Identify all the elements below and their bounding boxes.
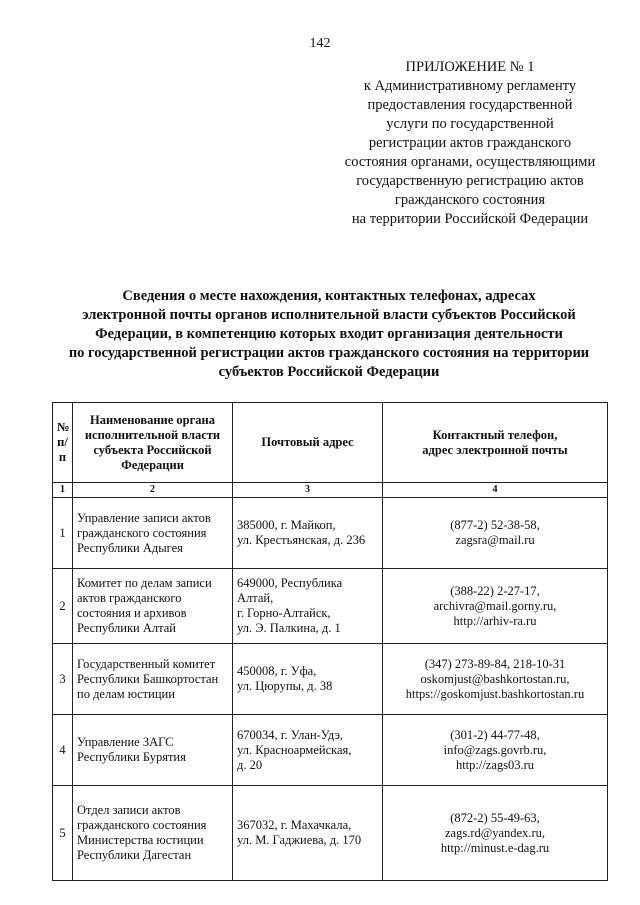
table-row <box>53 715 608 786</box>
table-row <box>53 498 608 569</box>
header-address: Почтовый адрес <box>233 403 383 483</box>
appendix-line: гражданского состояния <box>394 192 546 208</box>
contact-info: (347) 273-89-84, 218-10-31 oskomjust@bashkortostan.ru, https://goskomjust.bashkortostan.ru <box>383 644 608 715</box>
column-index: 2 <box>73 483 233 498</box>
appendix-line: государственную регистрацию актов <box>356 173 584 189</box>
postal-address: 367032, г. Махачкала, ул. М. Гаджиева, д. 170 <box>233 786 383 881</box>
heading-line: электронной почты органов исполнительной власти субъектов Российской <box>82 307 576 323</box>
document-heading <box>40 287 618 382</box>
row-number: 2 <box>53 569 73 644</box>
row-number: 1 <box>53 498 73 569</box>
header-name: Наименование органа исполнительной власти субъекта Российской Федерации <box>73 403 233 483</box>
registry-table <box>52 402 608 881</box>
heading-line: Федерации, в компетенцию которых входит организация деятельности <box>95 326 563 342</box>
agency-name: Управление записи актов гражданского состояния Республики Адыгея <box>73 498 233 569</box>
appendix-title: ПРИЛОЖЕНИЕ № 1 <box>405 59 535 75</box>
appendix-line: на территории Российской Федерации <box>351 211 589 227</box>
column-index-row <box>53 483 608 498</box>
table-row <box>53 644 608 715</box>
appendix-line: состояния органами, осуществляющими <box>344 154 596 170</box>
row-number: 4 <box>53 715 73 786</box>
heading-line: по государственной регистрации актов гражданского состояния на территории <box>68 345 590 361</box>
agency-name: Комитет по делам записи актов гражданского состояния и архивов Республики Алтай <box>73 569 233 644</box>
postal-address: 649000, Республика Алтай, г. Горно-Алтайск, ул. Э. Палкина, д. 1 <box>233 569 383 644</box>
row-number: 3 <box>53 644 73 715</box>
contact-info: (877-2) 52-38-58, zagsra@mail.ru <box>383 498 608 569</box>
postal-address: 385000, г. Майкоп, ул. Крестьянская, д. 236 <box>233 498 383 569</box>
column-index: 3 <box>233 483 383 498</box>
appendix-block <box>320 58 620 229</box>
column-index: 4 <box>383 483 608 498</box>
postal-address: 450008, г. Уфа, ул. Цюрупы, д. 38 <box>233 644 383 715</box>
table-row <box>53 786 608 881</box>
contact-info: (872-2) 55-49-63, zags.rd@yandex.ru, http://minust.e-dag.ru <box>383 786 608 881</box>
table-row <box>53 569 608 644</box>
agency-name: Управление ЗАГС Республики Бурятия <box>73 715 233 786</box>
row-number: 5 <box>53 786 73 881</box>
agency-name: Отдел записи актов гражданского состояния Министерства юстиции Республики Дагестан <box>73 786 233 881</box>
contact-info: (388-22) 2-27-17, archivra@mail.gorny.ru, http://arhiv-ra.ru <box>383 569 608 644</box>
header-contact: Контактный телефон, адрес электронной почты <box>383 403 608 483</box>
contact-info: (301-2) 44-77-48, info@zags.govrb.ru, http://zags03.ru <box>383 715 608 786</box>
header-num: № п/п <box>53 403 73 483</box>
postal-address: 670034, г. Улан-Удэ, ул. Красноармейская, д. 20 <box>233 715 383 786</box>
appendix-line: к Административному регламенту <box>363 78 577 94</box>
agency-name: Государственный комитет Республики Башкортостан по делам юстиции <box>73 644 233 715</box>
page-number: 142 <box>309 36 331 51</box>
column-index: 1 <box>53 483 73 498</box>
appendix-line: регистрации актов гражданского <box>368 135 572 151</box>
heading-line: субъектов Российской Федерации <box>218 364 440 380</box>
appendix-line: предоставления государственной <box>367 97 573 113</box>
heading-line: Сведения о месте нахождения, контактных телефонах, адресах <box>122 288 536 304</box>
table-header-row <box>53 403 608 483</box>
appendix-line: услуги по государственной <box>386 116 554 132</box>
